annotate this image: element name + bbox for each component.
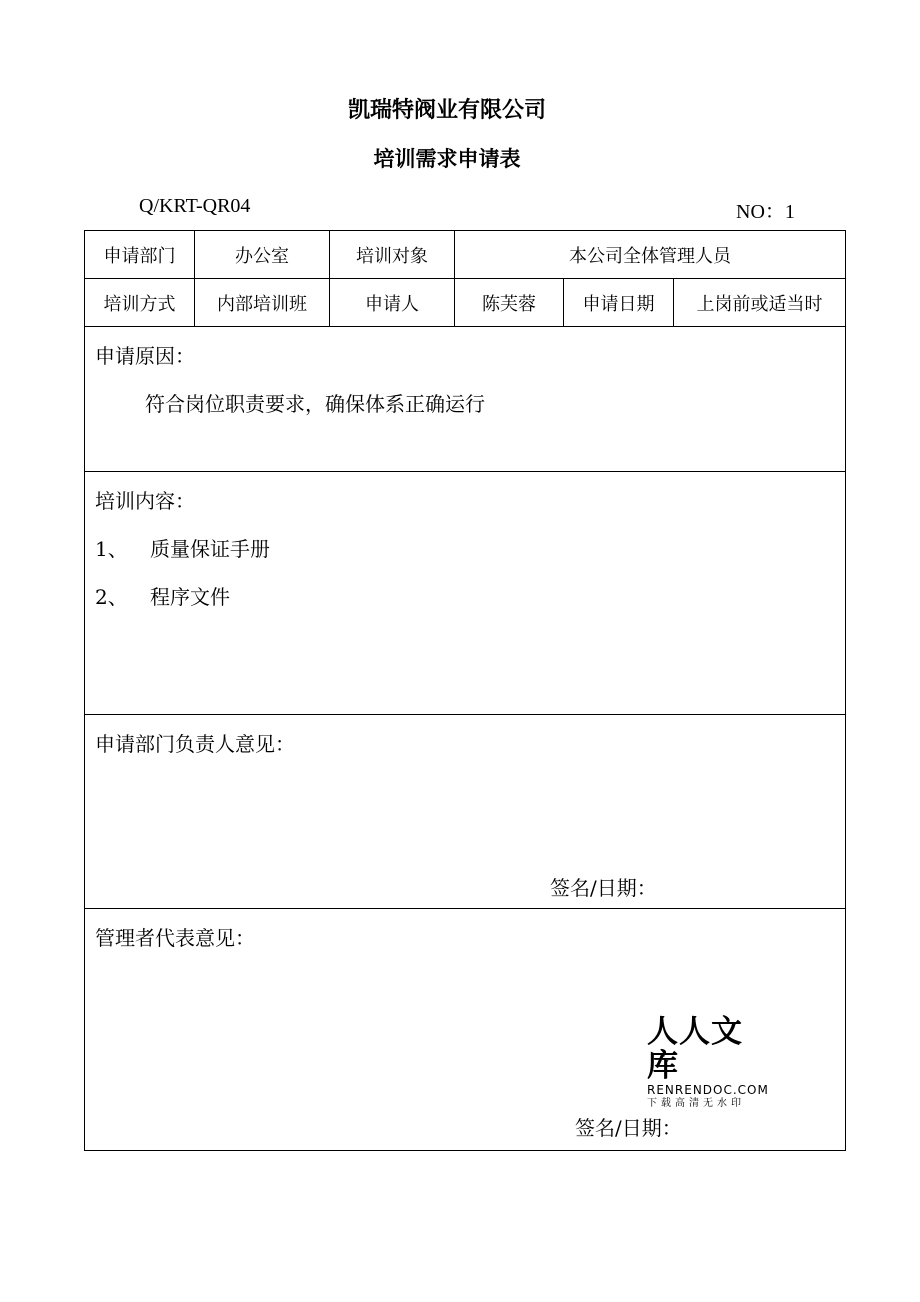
- mgmt-signature-date: 签名/日期：: [575, 1116, 682, 1140]
- watermark-title: 人人文库: [647, 1014, 743, 1084]
- dept-signature-date: 签名/日期：: [550, 876, 657, 900]
- content-section: [85, 472, 846, 715]
- form-title: 培训需求申请表: [373, 147, 521, 171]
- method-label-cell: 培训方式: [85, 279, 195, 327]
- document-number-value: 1: [784, 201, 795, 223]
- dept-opinion-section: [85, 715, 846, 909]
- date-value-cell: 上岗前或适当时: [674, 279, 846, 327]
- document-code: Q/KRT-QR04: [139, 195, 251, 217]
- list-item-number: 1、: [95, 537, 128, 561]
- watermark-domain: RENRENDOC.COM: [647, 1083, 769, 1097]
- mgmt-opinion-label: 管理者代表意见：: [95, 926, 255, 950]
- target-value-cell: 本公司全体管理人员: [455, 231, 846, 279]
- training-request-form: [84, 230, 846, 1151]
- list-item-text: 程序文件: [150, 585, 230, 609]
- document-number-label: NO：: [736, 201, 785, 223]
- document-number: [736, 195, 795, 224]
- dept-opinion-label: 申请部门负责人意见：: [95, 732, 295, 756]
- info-row-1: [85, 231, 846, 279]
- dept-value-cell: 办公室: [195, 231, 330, 279]
- reason-section: [85, 327, 846, 472]
- reason-label: 申请原因：: [95, 344, 195, 368]
- target-label-cell: 培训对象: [330, 231, 455, 279]
- watermark-subtitle: 下载高清无水印: [647, 1098, 745, 1109]
- list-item-text: 质量保证手册: [150, 537, 270, 561]
- reason-text: 符合岗位职责要求，确保体系正确运行: [145, 392, 485, 416]
- applicant-value-cell: 陈芙蓉: [455, 279, 564, 327]
- content-row: [85, 472, 846, 715]
- company-title: 凯瑞特阀业有限公司: [347, 98, 546, 123]
- dept-opinion-row: [85, 715, 846, 909]
- content-label: 培训内容：: [95, 489, 195, 513]
- list-item: [95, 581, 230, 610]
- dept-label-cell: 申请部门: [85, 231, 195, 279]
- list-item-number: 2、: [95, 585, 128, 609]
- method-value-cell: 内部培训班: [195, 279, 330, 327]
- list-item: [95, 533, 270, 562]
- date-label-cell: 申请日期: [564, 279, 674, 327]
- watermark-logo: [647, 1015, 773, 1110]
- info-row-2: [85, 279, 846, 327]
- reason-row: [85, 327, 846, 472]
- applicant-label-cell: 申请人: [330, 279, 455, 327]
